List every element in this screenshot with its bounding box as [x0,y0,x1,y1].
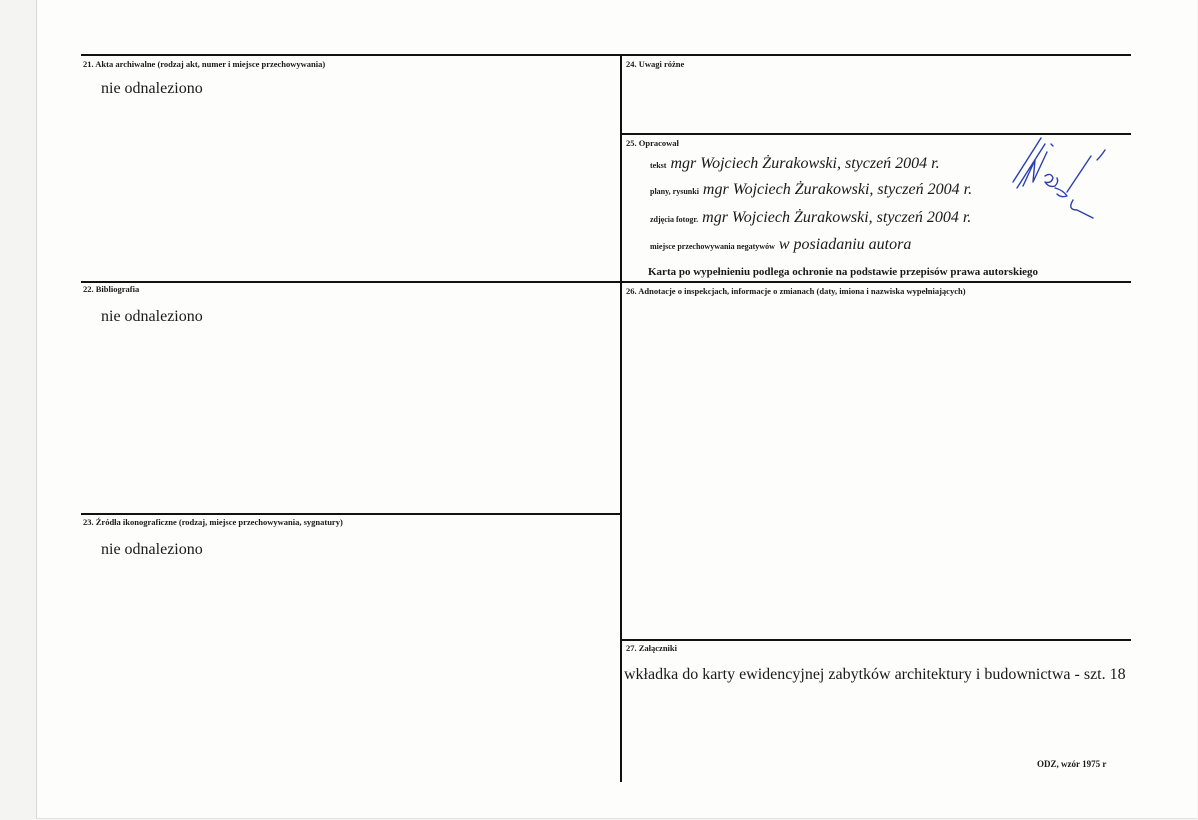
signature-strokes [1013,138,1105,218]
author-row-text-value: mgr Wojciech Żurakowski, styczeń 2004 r. [670,155,940,172]
copyright-notice: Karta po wypełnieniu podlega ochronie na podstawie przepisów prawa autorskiego [648,266,1039,278]
section-24-label: 24. Uwagi różne [626,59,685,69]
section-22-label: 22. Bibliografia [83,284,140,294]
author-row-photos [650,209,971,227]
rule-26-27 [621,639,1131,641]
section-25-label: 25. Opracował [626,138,679,148]
rule-21-22-and-25-26 [81,281,1131,283]
author-row-plans [650,181,972,199]
section-23-value: nie odnaleziono [101,541,203,558]
author-row-negatives-prefix: miejsce przechowywania negatywów [650,242,775,251]
author-row-photos-prefix: zdjęcia fotogr. [650,215,699,224]
form-code: ODZ, wzór 1975 r [1037,759,1107,769]
record-card-sheet [36,0,1197,819]
column-divider [620,54,622,782]
author-row-plans-prefix: plany, rysunki [650,187,699,196]
author-row-negatives-value: w posiadaniu autora [778,236,912,253]
section-27-label: 27. Załączniki [626,643,678,653]
author-row-text [650,155,940,173]
section-26-label: 26. Adnotacje o inspekcjach, informacje o zmianach (daty, imiona i nazwiska wypełniających) [626,286,966,296]
section-23-label: 23. Źródła ikonograficzne (rodzaj, miejsce przechowywania, sygnatury) [83,517,343,527]
author-row-plans-value: mgr Wojciech Żurakowski, styczeń 2004 r. [702,181,973,198]
author-row-text-prefix: tekst [650,161,667,170]
top-rule [81,54,1131,56]
section-21-label: 21. Akta archiwalne (rodzaj akt, numer i miejsce przechowywania) [83,59,326,69]
author-row-negatives [650,236,911,254]
author-row-photos-value: mgr Wojciech Żurakowski, styczeń 2004 r. [702,209,972,226]
section-27-value: wkładka do karty ewidencyjnej zabytków architektury i budownictwa - szt. 18 [624,666,1126,683]
section-21-value: nie odnaleziono [101,80,203,97]
author-signature [1005,130,1115,240]
rule-22-23 [81,513,621,515]
section-22-value: nie odnaleziono [101,308,203,325]
